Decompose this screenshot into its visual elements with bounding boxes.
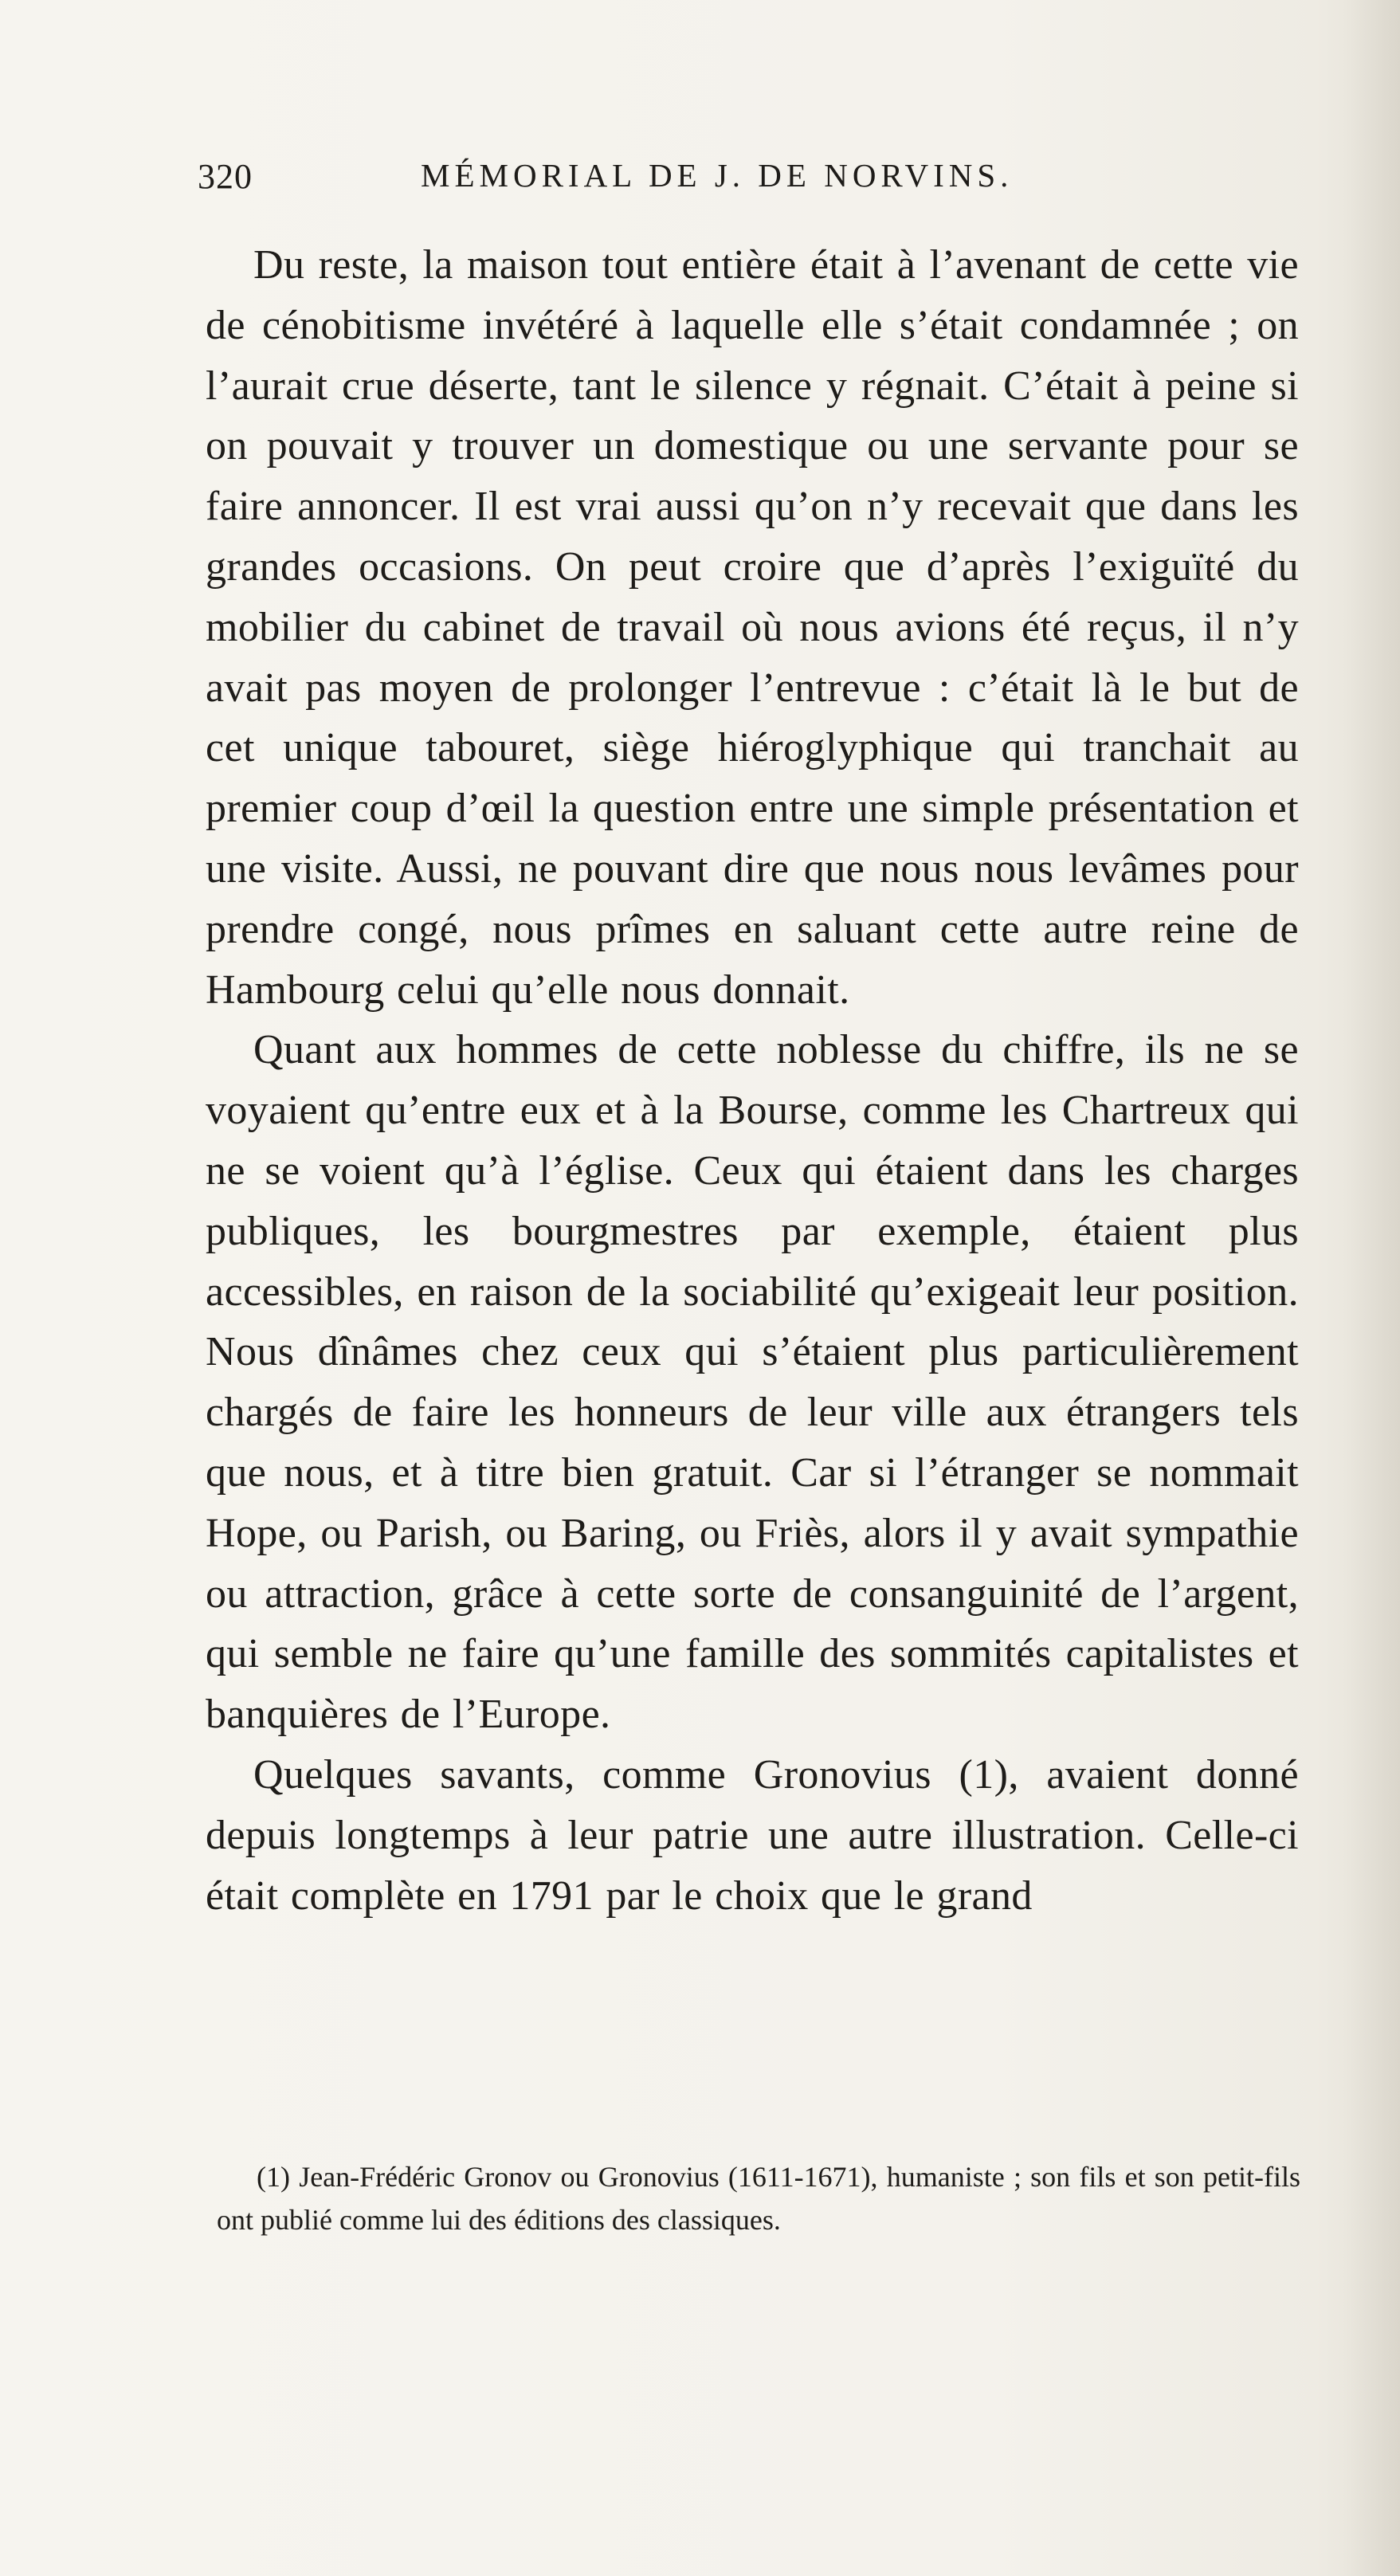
paragraph: Quelques savants, comme Gronovius (1), avaient donné depuis longtemps à leur patrie une autre illustration. Celle-ci était complète en 1791 par le choix que le grand <box>206 1751 1299 1919</box>
body-text <box>206 235 1299 1926</box>
page-number: 320 <box>198 157 253 196</box>
running-head <box>198 156 1297 204</box>
footnote-text: (1) Jean-Frédéric Gronov ou Gronovius (1611-1671), humaniste ; son fils et son petit-fils ont publié comme lui des éditions des classiques. <box>217 2161 1300 2236</box>
running-title: MÉMORIAL DE J. DE NORVINS. <box>421 157 1014 194</box>
paragraph: Quant aux hommes de cette noblesse du chiffre, ils ne se voyaient qu’entre eux et à la Bourse, comme les Chartreux qui ne se voient qu’à l’église. Ceux qui étaient dans les charges publiques, les bourgmestres par exemple, étaient plus accessibles, en raison de la sociabilité qu’exigeait leur position. Nous dînâmes chez ceux qui s’étaient plus particulièrement chargés de faire les honneurs de leur ville aux étrangers tels que nous, et à titre bien gratuit. Car si l’étranger se nommait Hope, ou Parish, ou Baring, ou Friès, alors il y avait sympathie ou attraction, grâce à cette sorte de consanguinité de l’argent, qui semble ne faire qu’une famille des sommités capitalistes et banquières de l’Europe. <box>206 1027 1299 1738</box>
footnote <box>217 2155 1300 2241</box>
page-edge-shadow <box>1344 0 1400 2576</box>
paragraph: Du reste, la maison tout entière était à l’avenant de cette vie de cénobitisme invétéré à laquelle elle s’était condamnée ; on l’aurait crue déserte, tant le silence y régnait. C’était à peine si on pouvait y trouver un domestique ou une servante pour se faire annoncer. Il est vrai aussi qu’on n’y recevait que dans les grandes occasions. On peut croire que d’après l’exiguïté du mobilier du cabinet de travail où nous avions été reçus, il n’y avait pas moyen de prolonger l’entrevue : c’était là le but de cet unique tabouret, siège hiéroglyphique qui tranchait au premier coup d’œil la question entre une simple présentation et une visite. Aussi, ne pouvant dire que nous nous levâmes pour prendre congé, nous prîmes en saluant cette autre reine de Hambourg celui qu’elle nous donnait. <box>206 242 1299 1013</box>
